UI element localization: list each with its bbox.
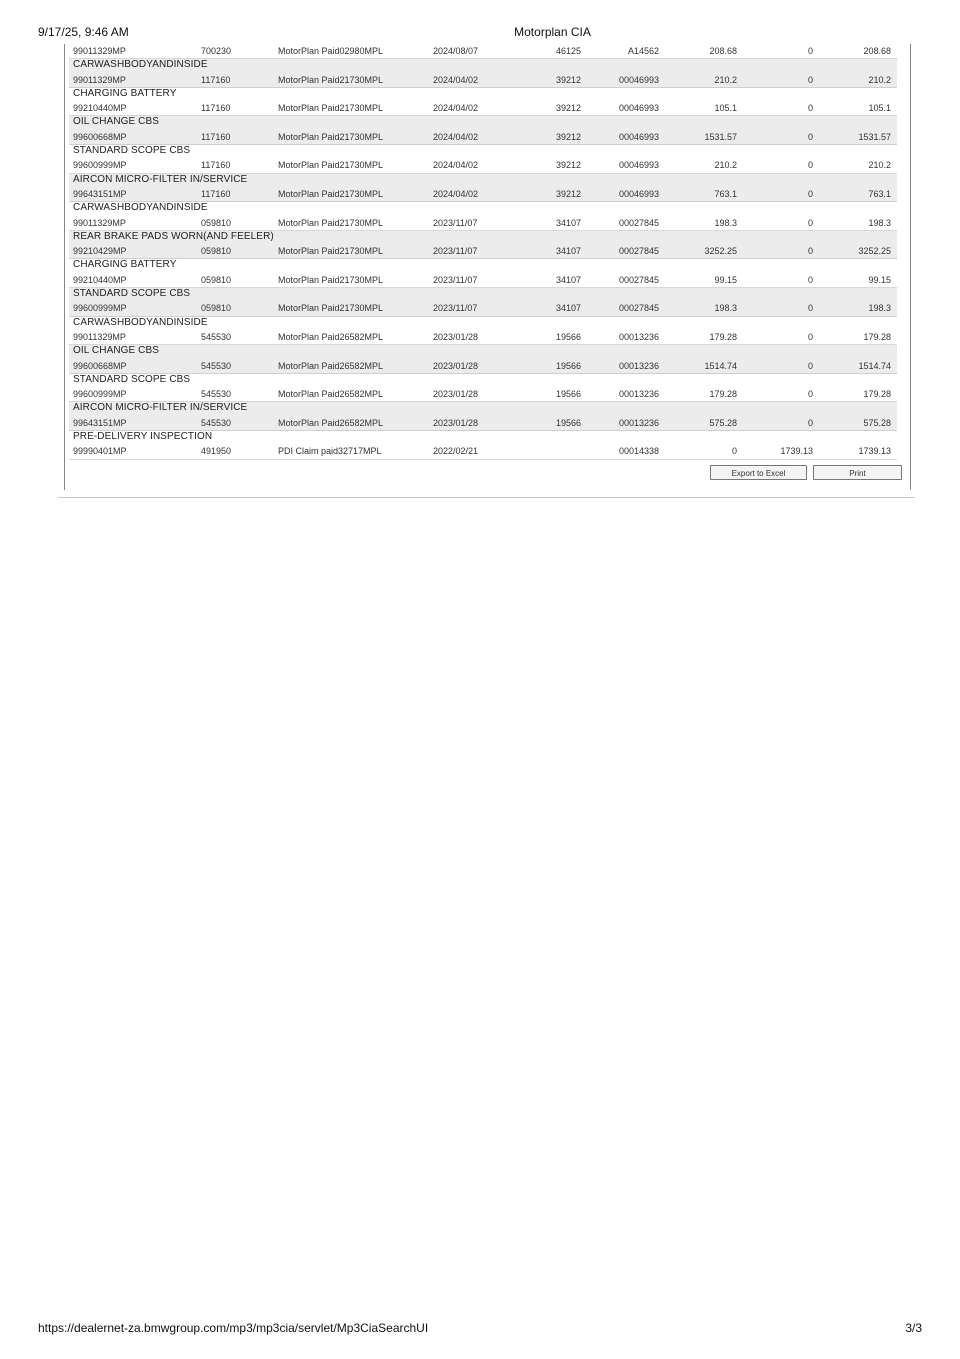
export-to-excel-button[interactable]: Export to Excel <box>710 465 807 480</box>
claim-type-cell: MotorPlan Paid26582MPL <box>278 417 384 428</box>
other-amount-cell: 0 <box>807 274 813 285</box>
amount-cell: 1531.57 <box>704 131 737 142</box>
part-number-cell: 99210440MP <box>73 103 127 114</box>
amount-cell: 575.28 <box>709 417 737 428</box>
invoice-cell: 00013236 <box>618 389 659 400</box>
mileage-cell: 19566 <box>555 417 581 428</box>
dealer-cell: 700230 <box>201 46 232 56</box>
other-amount-cell: 0 <box>807 74 813 85</box>
page-url: https://dealernet-za.bmwgroup.com/mp3/mp3cia/servlet/Mp3CiaSearchUI <box>38 1321 429 1335</box>
date-cell: 2023/11/07 <box>433 274 478 285</box>
description-row <box>69 345 897 359</box>
table-row <box>69 302 897 316</box>
service-description: AIRCON MICRO-FILTER IN/SERVICE <box>73 173 248 185</box>
mileage-cell: 19566 <box>555 360 581 371</box>
other-amount-cell: 0 <box>807 103 813 114</box>
date-cell: 2024/08/07 <box>433 46 479 56</box>
dealer-cell: 545530 <box>201 360 232 371</box>
amount-cell: 208.68 <box>709 46 737 56</box>
claims-table <box>69 45 897 460</box>
claim-type-cell: MotorPlan Paid21730MPL <box>278 160 384 171</box>
date-cell: 2024/04/02 <box>433 74 479 85</box>
claim-type-cell: MotorPlan Paid21730MPL <box>278 103 384 114</box>
date-cell: 2023/01/28 <box>433 331 479 342</box>
part-number-cell: 99210429MP <box>73 246 127 257</box>
part-number-cell: 99210440MP <box>73 274 127 285</box>
invoice-cell: 00046993 <box>618 103 659 114</box>
mileage-cell: 34107 <box>555 217 581 228</box>
invoice-cell: 00046993 <box>618 188 659 199</box>
dealer-cell: 491950 <box>201 446 232 457</box>
total-cell: 179.28 <box>863 331 891 342</box>
part-number-cell: 99643151MP <box>73 417 127 428</box>
results-panel <box>58 44 915 498</box>
table-row <box>69 131 897 145</box>
service-description: PRE-DELIVERY INSPECTION <box>73 431 213 443</box>
dealer-cell: 117160 <box>201 188 231 199</box>
claim-type-cell: MotorPlan Paid21730MPL <box>278 274 384 285</box>
part-number-cell: 99990401MP <box>73 446 127 457</box>
results-panel-frame <box>64 44 911 490</box>
dealer-cell: 545530 <box>201 331 232 342</box>
invoice-cell: 00046993 <box>618 131 659 142</box>
service-description: STANDARD SCOPE CBS <box>73 145 191 157</box>
amount-cell: 179.28 <box>709 331 737 342</box>
service-description: CARWASHBODYANDINSIDE <box>73 202 208 214</box>
part-number-cell: 99600999MP <box>73 389 127 400</box>
other-amount-cell: 0 <box>807 46 813 56</box>
invoice-cell: 00027845 <box>618 217 659 228</box>
total-cell: 1514.74 <box>858 360 891 371</box>
description-row <box>69 202 897 216</box>
dealer-cell: 545530 <box>201 389 232 400</box>
invoice-cell: 00027845 <box>618 303 659 314</box>
other-amount-cell: 0 <box>807 217 813 228</box>
service-description: CARWASHBODYANDINSIDE <box>73 316 208 328</box>
amount-cell: 3252.25 <box>704 246 737 257</box>
other-amount-cell: 0 <box>807 160 813 171</box>
mileage-cell: 39212 <box>555 160 581 171</box>
mileage-cell: 39212 <box>555 188 581 199</box>
table-row <box>69 188 897 202</box>
service-description: STANDARD SCOPE CBS <box>73 288 191 300</box>
total-cell: 198.3 <box>868 217 891 228</box>
table-row <box>69 445 897 459</box>
amount-cell: 763.1 <box>714 188 737 199</box>
table-row <box>69 102 897 116</box>
total-cell: 1739.13 <box>858 446 891 457</box>
amount-cell: 99.15 <box>714 274 737 285</box>
part-number-cell: 99600999MP <box>73 160 127 171</box>
date-cell: 2022/02/21 <box>433 446 479 457</box>
amount-cell: 210.2 <box>714 160 737 171</box>
service-description: STANDARD SCOPE CBS <box>73 373 191 385</box>
description-row <box>69 59 897 73</box>
dealer-cell: 059810 <box>201 246 232 257</box>
service-description: REAR BRAKE PADS WORN(AND FEELER) <box>73 230 274 242</box>
total-cell: 575.28 <box>863 417 891 428</box>
total-cell: 3252.25 <box>858 246 891 257</box>
dealer-cell: 117160 <box>201 131 231 142</box>
other-amount-cell: 0 <box>807 303 813 314</box>
dealer-cell: 059810 <box>201 217 232 228</box>
total-cell: 210.2 <box>868 160 891 171</box>
date-cell: 2024/04/02 <box>433 188 479 199</box>
other-amount-cell: 0 <box>807 417 813 428</box>
description-row <box>69 231 897 245</box>
claim-type-cell: MotorPlan Paid02980MPL <box>278 46 384 56</box>
claim-type-cell: MotorPlan Paid21730MPL <box>278 217 384 228</box>
total-cell: 763.1 <box>868 188 891 199</box>
claim-type-cell: MotorPlan Paid21730MPL <box>278 246 384 257</box>
claim-type-cell: MotorPlan Paid26582MPL <box>278 389 384 400</box>
description-row <box>69 317 897 331</box>
description-row <box>69 145 897 159</box>
table-row <box>69 388 897 402</box>
part-number-cell: 99011329MP <box>73 74 126 85</box>
service-description: OIL CHANGE CBS <box>73 116 160 128</box>
total-cell: 179.28 <box>863 389 891 400</box>
part-number-cell: 99600668MP <box>73 131 127 142</box>
claim-type-cell: MotorPlan Paid21730MPL <box>278 303 384 314</box>
part-number-cell: 99011329MP <box>73 331 126 342</box>
service-description: CARWASHBODYANDINSIDE <box>73 59 208 71</box>
description-row <box>69 402 897 416</box>
table-row <box>69 45 897 59</box>
date-cell: 2024/04/02 <box>433 103 479 114</box>
table-row <box>69 417 897 431</box>
mileage-cell: 19566 <box>555 389 581 400</box>
claim-type-cell: MotorPlan Paid26582MPL <box>278 331 384 342</box>
invoice-cell: 00013236 <box>618 360 659 371</box>
mileage-cell: 46125 <box>555 46 581 56</box>
invoice-cell: 00027845 <box>618 246 659 257</box>
invoice-cell: 00014338 <box>618 446 659 457</box>
table-row <box>69 217 897 231</box>
table-row <box>69 245 897 259</box>
mileage-cell: 39212 <box>555 103 581 114</box>
table-row <box>69 331 897 345</box>
mileage-cell: 34107 <box>555 274 581 285</box>
service-description: CHARGING BATTERY <box>73 87 177 99</box>
part-number-cell: 99011329MP <box>73 46 126 56</box>
invoice-cell: 00027845 <box>618 274 659 285</box>
service-description: CHARGING BATTERY <box>73 259 177 271</box>
description-row <box>69 374 897 388</box>
part-number-cell: 99011329MP <box>73 217 126 228</box>
amount-cell: 105.1 <box>714 103 737 114</box>
date-cell: 2024/04/02 <box>433 131 479 142</box>
description-row <box>69 431 897 445</box>
other-amount-cell: 0 <box>807 360 813 371</box>
invoice-cell: A14562 <box>627 46 659 56</box>
amount-cell: 198.3 <box>714 217 737 228</box>
claim-type-cell: MotorPlan Paid21730MPL <box>278 131 384 142</box>
description-row <box>69 88 897 102</box>
total-cell: 208.68 <box>863 46 891 56</box>
dealer-cell: 059810 <box>201 274 232 285</box>
total-cell: 105.1 <box>868 103 891 114</box>
invoice-cell: 00013236 <box>618 417 659 428</box>
date-cell: 2024/04/02 <box>433 160 479 171</box>
date-cell: 2023/11/07 <box>433 303 478 314</box>
other-amount-cell: 0 <box>807 188 813 199</box>
amount-cell: 198.3 <box>714 303 737 314</box>
claim-type-cell: MotorPlan Paid26582MPL <box>278 360 384 371</box>
table-row <box>69 74 897 88</box>
amount-cell: 1514.74 <box>704 360 737 371</box>
mileage-cell: 39212 <box>555 74 581 85</box>
description-row <box>69 116 897 130</box>
amount-cell: 0 <box>731 446 737 457</box>
mileage-cell: 39212 <box>555 131 581 142</box>
service-description: OIL CHANGE CBS <box>73 345 160 357</box>
dealer-cell: 117160 <box>201 103 231 114</box>
part-number-cell: 99643151MP <box>73 188 127 199</box>
page-number: 3/3 <box>905 1321 922 1335</box>
date-cell: 2023/11/07 <box>433 217 478 228</box>
claim-type-cell: MotorPlan Paid21730MPL <box>278 74 384 85</box>
other-amount-cell: 0 <box>807 389 813 400</box>
claim-type-cell: MotorPlan Paid21730MPL <box>278 188 384 199</box>
total-cell: 99.15 <box>868 274 891 285</box>
amount-cell: 179.28 <box>709 389 737 400</box>
dealer-cell: 545530 <box>201 417 232 428</box>
table-row <box>69 159 897 173</box>
part-number-cell: 99600999MP <box>73 303 127 314</box>
total-cell: 1531.57 <box>858 131 891 142</box>
dealer-cell: 117160 <box>201 74 231 85</box>
print-datetime: 9/17/25, 9:46 AM <box>38 25 129 39</box>
dealer-cell: 059810 <box>201 303 232 314</box>
invoice-cell: 00013236 <box>618 331 659 342</box>
claim-type-cell: PDI Claim paid32717MPL <box>278 446 382 457</box>
date-cell: 2023/01/28 <box>433 389 479 400</box>
total-cell: 198.3 <box>868 303 891 314</box>
table-row <box>69 360 897 374</box>
part-number-cell: 99600668MP <box>73 360 127 371</box>
mileage-cell: 19566 <box>555 331 581 342</box>
mileage-cell: 34107 <box>555 246 581 257</box>
table-row <box>69 274 897 288</box>
total-cell: 210.2 <box>868 74 891 85</box>
print-button[interactable]: Print <box>813 465 902 480</box>
description-row <box>69 259 897 273</box>
page-title: Motorplan CIA <box>514 25 591 39</box>
dealer-cell: 117160 <box>201 160 231 171</box>
other-amount-cell: 1739.13 <box>780 446 813 457</box>
description-row <box>69 288 897 302</box>
description-row <box>69 174 897 188</box>
service-description: AIRCON MICRO-FILTER IN/SERVICE <box>73 402 248 414</box>
other-amount-cell: 0 <box>807 131 813 142</box>
date-cell: 2023/01/28 <box>433 360 479 371</box>
other-amount-cell: 0 <box>807 246 813 257</box>
invoice-cell: 00046993 <box>618 74 659 85</box>
other-amount-cell: 0 <box>807 331 813 342</box>
amount-cell: 210.2 <box>714 74 737 85</box>
mileage-cell: 34107 <box>555 303 581 314</box>
invoice-cell: 00046993 <box>618 160 659 171</box>
date-cell: 2023/11/07 <box>433 246 478 257</box>
date-cell: 2023/01/28 <box>433 417 479 428</box>
